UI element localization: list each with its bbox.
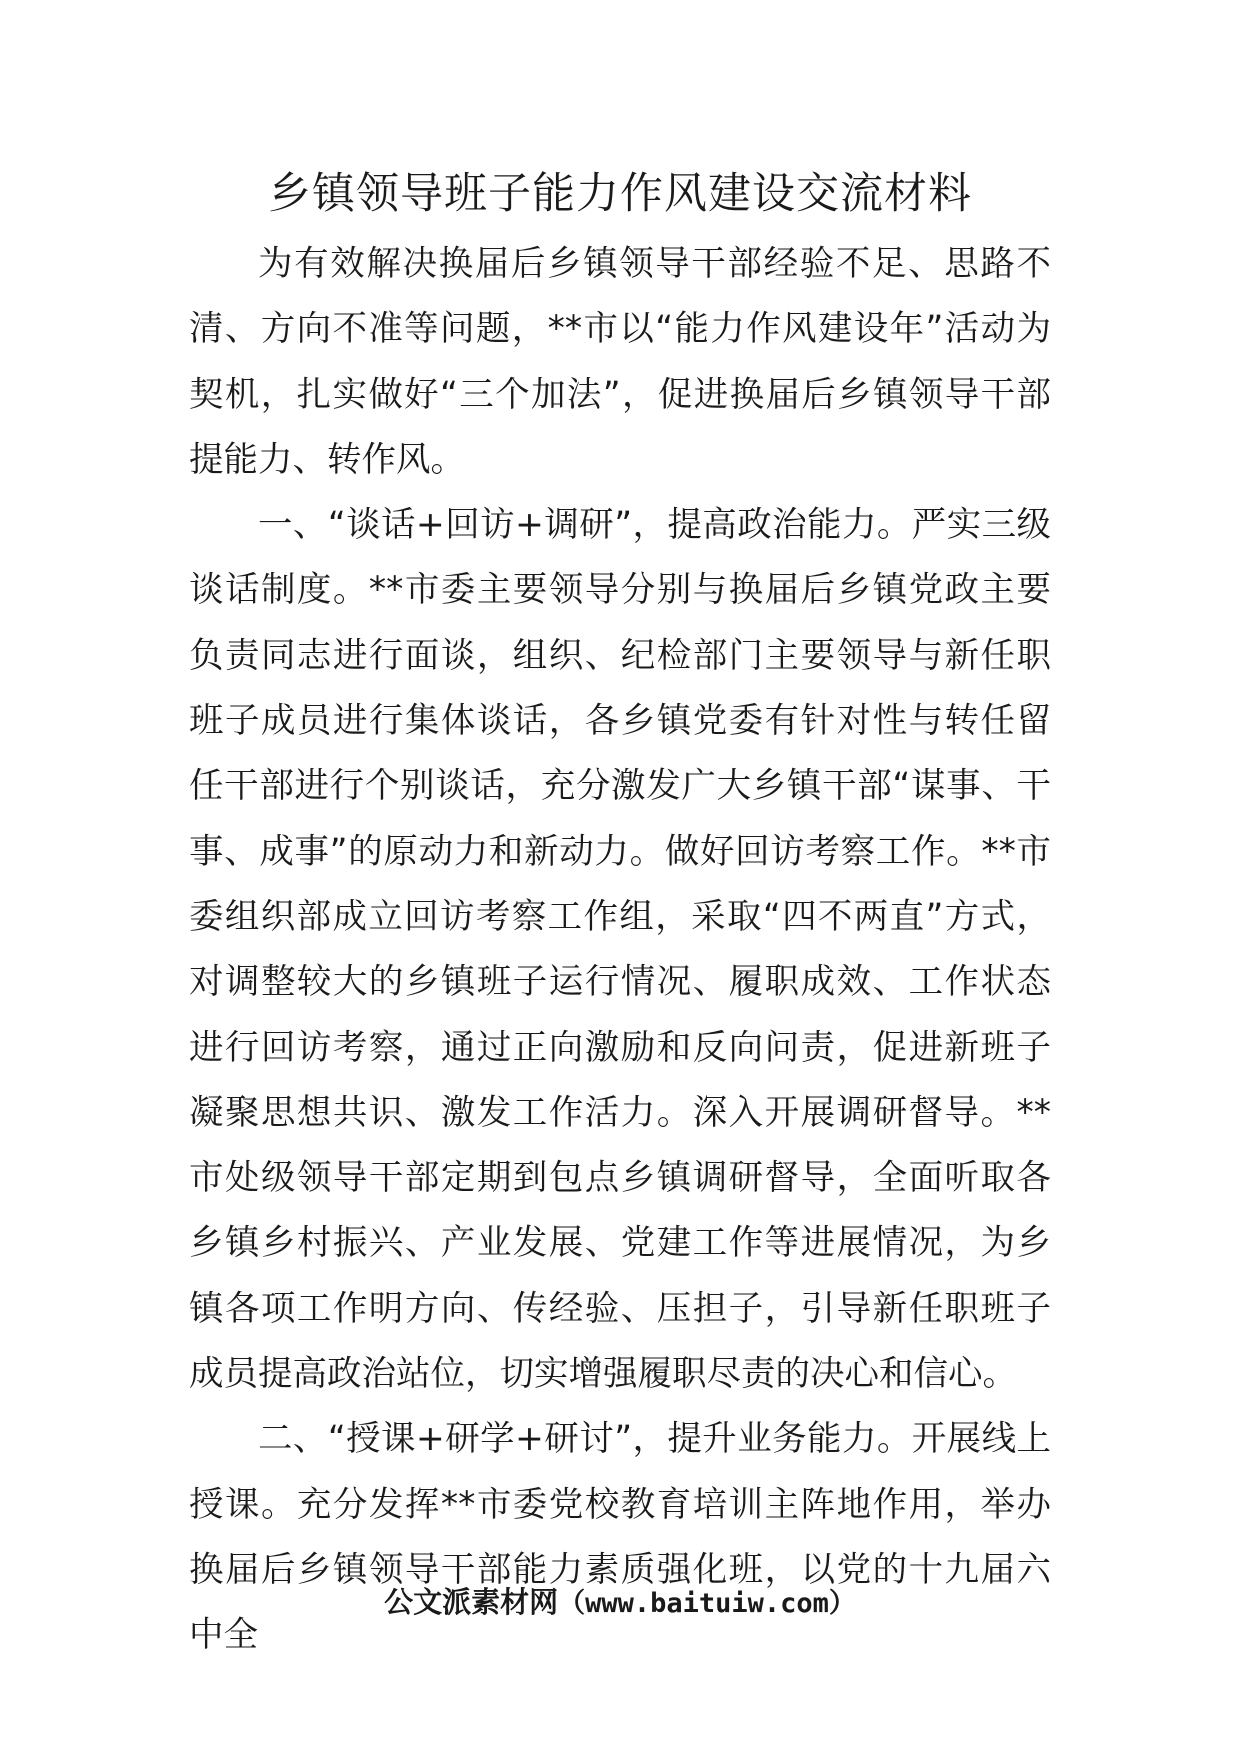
- paragraph-section-two: 二、“授课+研学+研讨”，提升业务能力。开展线上授课。充分发挥**市委党校教育培训主阵地作用，举办换届后乡镇领导干部能力素质强化班，以党的十九届六中全: [189, 1419, 1051, 1656]
- footer-site-url: （www.baituiw.com）: [558, 1588, 856, 1619]
- paragraph-section-one: 一、“谈话+回访+调研”，提高政治能力。严实三级谈话制度。**市委主要领导分别与换届后乡镇党政主要负责同志进行面谈，组织、纪检部门主要领导与新任职班子成员进行集体谈话，各乡镇党委有针对性与转任留任干部进行个别谈话，充分激发广大乡镇干部“谋事、干事、成事”的原动力和新动力。做好回访考察工作。**市委组织部成立回访考察工作组，采取“四不两直”方式，对调整较大的乡镇班子运行情况、履职成效、工作状态进行回访考察，通过正向激励和反向问责，促进新班子凝聚思想共识、激发工作活力。深入开展调研督导。**市处级领导干部定期到包点乡镇调研督导，全面听取各乡镇乡村振兴、产业发展、党建工作等进展情况，为乡镇各项工作明方向、传经验、压担子，引导新任职班子成员提高政治站位，切实增强履职尽责的决心和信心。: [189, 505, 1051, 1395]
- document-title: 乡镇领导班子能力作风建设交流材料: [268, 169, 972, 219]
- document-body: [189, 232, 1051, 1669]
- paragraph-intro: 为有效解决换届后乡镇领导干部经验不足、思路不清、方向不准等问题，**市以“能力作风建设年”活动为契机，扎实做好“三个加法”，促进换届后乡镇领导干部提能力、转作风。: [189, 244, 1051, 480]
- footer-watermark: [190, 1582, 1050, 1624]
- footer-site-name: 公文派素材网: [384, 1585, 559, 1619]
